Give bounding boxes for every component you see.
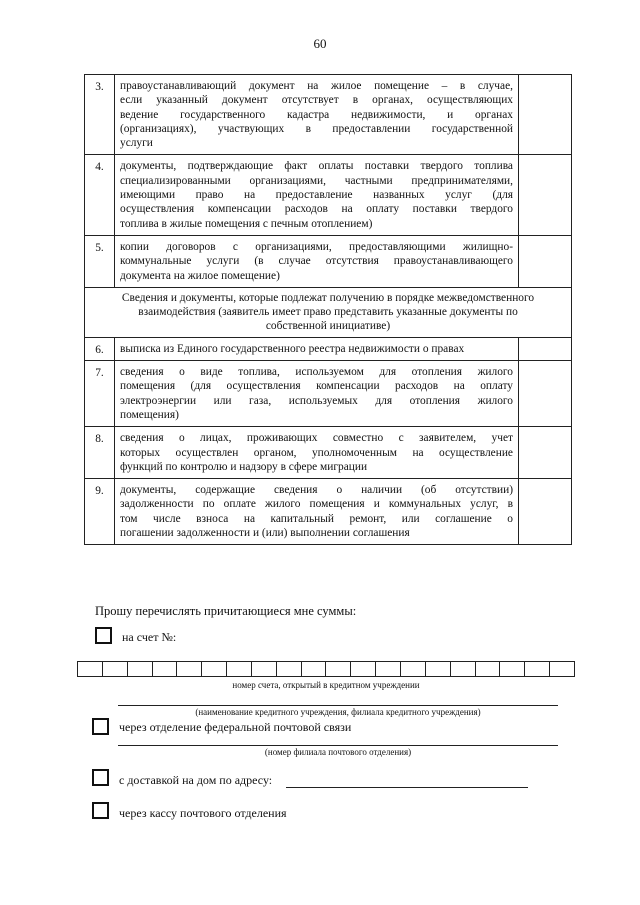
table-row (85, 361, 572, 427)
section-header-row (85, 287, 572, 337)
text-line: сведения о лицах, проживающих совместно с заявителем, учет (120, 432, 513, 445)
row-number: 3. (85, 75, 115, 155)
text-line: (организациях), участвующих в предоставлении государственной (120, 122, 513, 135)
row-mark-cell[interactable] (519, 361, 572, 427)
text-line: сведения о виде топлива, используемом для отопления жилого (120, 366, 513, 379)
text-line: том числе взноса на капитальный ремонт, или соглашение о (120, 512, 513, 525)
row-document-text (115, 479, 519, 545)
row-number: 6. (85, 337, 115, 360)
table-row (85, 235, 572, 287)
row-number: 5. (85, 235, 115, 287)
account-digit-cell[interactable] (252, 662, 277, 676)
account-number-caption: номер счета, открытый в кредитном учреждении (232, 680, 420, 690)
account-digit-cell[interactable] (550, 662, 574, 676)
text-line: услуги (120, 137, 153, 150)
text-line: которых осуществлен органом, уполномоченным на осуществление (120, 446, 513, 459)
branch-number-caption: (номер филиала почтового отделения) (264, 747, 412, 757)
bank-name-line[interactable] (118, 705, 558, 706)
table-row (85, 155, 572, 235)
page-number: 60 (313, 36, 327, 51)
text-line: документа на жилое помещение) (120, 269, 280, 282)
text-line: если указанный документ отсутствует в органах, осуществляющих (120, 94, 513, 107)
table-row (85, 75, 572, 155)
text-line: функций по контролю и надзору в сфере миграции (120, 460, 368, 473)
text-line: ведение государственного кадастра недвижимости, и органах (120, 108, 513, 121)
account-digit-cell[interactable] (426, 662, 451, 676)
row-document-text (115, 75, 519, 155)
account-digit-cell[interactable] (476, 662, 501, 676)
table-row (85, 427, 572, 479)
text-line: топлива в жилые помещения с печным отоплением) (120, 217, 373, 230)
text-line: документы, подтверждающие факт оплаты поставки твердого топлива (120, 160, 513, 173)
section-header-line: Сведения и документы, которые подлежат получению в порядке межведомственного (121, 291, 535, 304)
row-document-text (115, 155, 519, 235)
row-number: 8. (85, 427, 115, 479)
home-delivery-label: с доставкой на дом по адресу: (119, 773, 273, 787)
row-mark-cell[interactable] (519, 427, 572, 479)
branch-number-line[interactable] (118, 745, 558, 746)
account-digit-cell[interactable] (78, 662, 103, 676)
text-line: имеющими право на предоставление названных услуг (для (120, 189, 513, 202)
account-digit-cell[interactable] (103, 662, 128, 676)
documents-table (84, 74, 572, 545)
text-line: помещения (для осуществления компенсации расходов на оплату (120, 380, 513, 393)
delivery-address-line[interactable] (286, 787, 528, 788)
row-number: 7. (85, 361, 115, 427)
section-header-line: собственной инициативе) (265, 320, 391, 333)
account-digit-cell[interactable] (227, 662, 252, 676)
postal-office-label: через отделение федеральной почтовой связи (119, 720, 352, 734)
text-line: коммунальные услуги (в случае отсутствия правоустанавливающего (120, 255, 513, 268)
text-line: помещения) (120, 408, 179, 421)
text-line: осуществления компенсации расходов на оплату поставки твердого (120, 203, 513, 216)
account-digit-cell[interactable] (277, 662, 302, 676)
account-number-grid[interactable] (77, 661, 575, 677)
row-number: 4. (85, 155, 115, 235)
row-mark-cell[interactable] (519, 479, 572, 545)
account-digit-cell[interactable] (376, 662, 401, 676)
postal-office-checkbox[interactable] (92, 718, 109, 735)
account-digit-cell[interactable] (177, 662, 202, 676)
row-mark-cell[interactable] (519, 155, 572, 235)
row-number: 9. (85, 479, 115, 545)
post-cashier-checkbox[interactable] (92, 802, 109, 819)
post-cashier-label: через кассу почтового отделения (119, 806, 287, 820)
section-header-line: взаимодействия (заявитель имеет право представить указанные документы по (138, 306, 518, 319)
account-digit-cell[interactable] (202, 662, 227, 676)
account-digit-cell[interactable] (326, 662, 351, 676)
account-checkbox[interactable] (95, 627, 112, 644)
home-delivery-checkbox[interactable] (92, 769, 109, 786)
text-line: задолженности по оплате жилого помещения и коммунальных услуг, в (120, 498, 513, 511)
row-document-text (115, 235, 519, 287)
account-digit-cell[interactable] (500, 662, 525, 676)
bank-name-caption: (наименование кредитного учреждения, филиала кредитного учреждения) (195, 707, 481, 717)
section-header (85, 287, 572, 337)
text-line: выписка из Единого государственного реестра недвижимости о правах (120, 342, 465, 355)
text-line: документы, содержащие сведения о наличии (об отсутствии) (120, 484, 513, 497)
text-line: погашении задолженности и (или) выполнении соглашения (120, 527, 410, 540)
text-line: электроэнергии или газа, используемых для отопления жилого (120, 394, 513, 407)
table-row (85, 479, 572, 545)
row-document-text (115, 427, 519, 479)
account-label: на счет №: (122, 630, 177, 644)
text-line: копии договоров с организациями, предоставляющими жилищно- (120, 240, 513, 253)
table-row (85, 337, 572, 360)
account-digit-cell[interactable] (153, 662, 178, 676)
account-digit-cell[interactable] (128, 662, 153, 676)
row-mark-cell[interactable] (519, 235, 572, 287)
row-document-text (115, 361, 519, 427)
account-digit-cell[interactable] (525, 662, 550, 676)
account-digit-cell[interactable] (401, 662, 426, 676)
row-mark-cell[interactable] (519, 337, 572, 360)
account-digit-cell[interactable] (451, 662, 476, 676)
payment-request-text: Прошу перечислять причитающиеся мне суммы: (95, 604, 357, 618)
account-digit-cell[interactable] (302, 662, 327, 676)
text-line: правоустанавливающий документ на жилое помещение – в случае, (120, 80, 513, 92)
account-digit-cell[interactable] (351, 662, 376, 676)
row-document-text (115, 337, 519, 360)
text-line: специализированными организациями, частными предпринимателями, (120, 174, 513, 187)
row-mark-cell[interactable] (519, 75, 572, 155)
